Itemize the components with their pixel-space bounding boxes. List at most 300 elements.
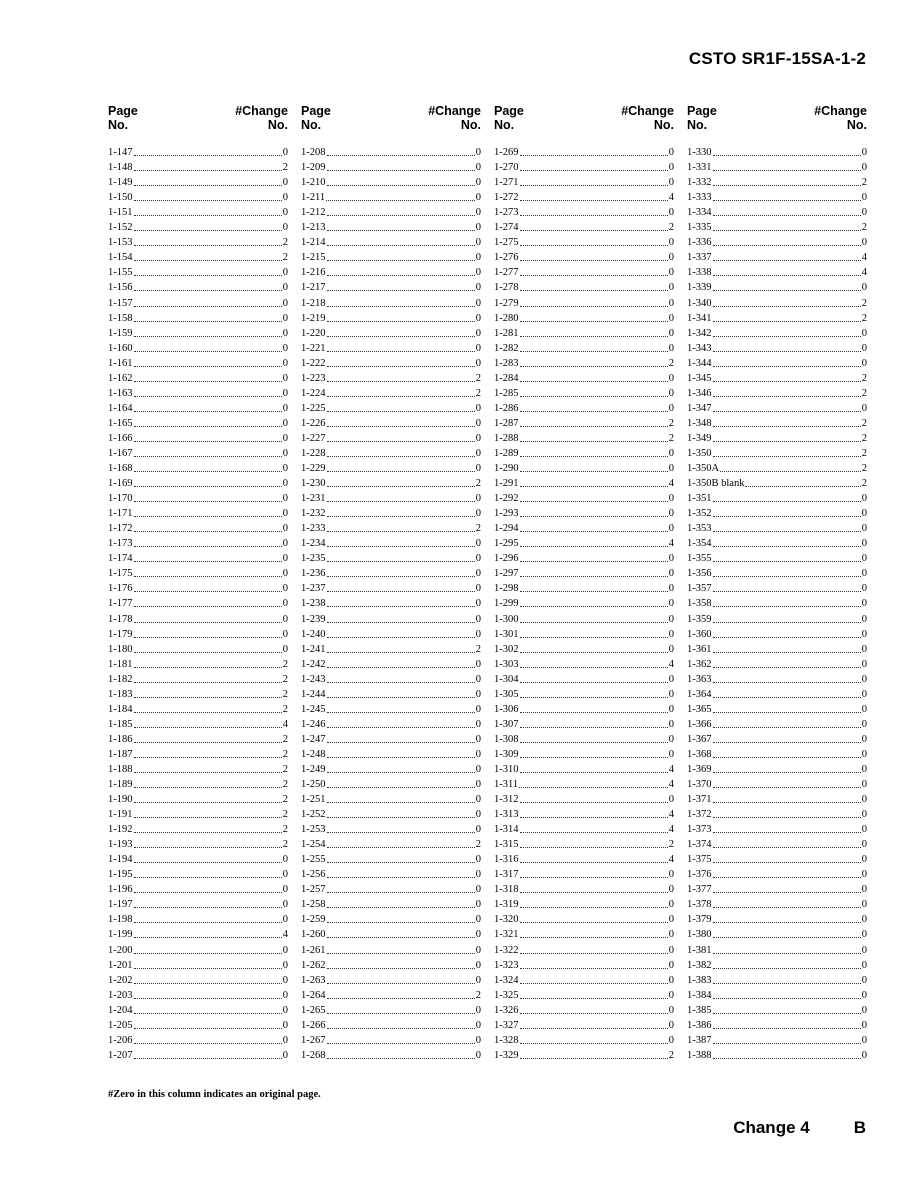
table-row bbox=[301, 761, 481, 776]
change-number: 0 bbox=[282, 357, 288, 369]
table-row bbox=[301, 310, 481, 325]
change-number: 0 bbox=[668, 252, 674, 264]
change-number: 0 bbox=[861, 748, 867, 760]
page-number: 1-252 bbox=[301, 809, 326, 821]
dot-leader bbox=[713, 772, 861, 773]
change-number: 0 bbox=[475, 432, 481, 444]
dot-leader bbox=[327, 306, 475, 307]
change-number: 0 bbox=[475, 733, 481, 745]
change-number: 2 bbox=[861, 312, 867, 324]
table-row bbox=[494, 761, 674, 776]
change-number: 0 bbox=[475, 207, 481, 219]
dot-leader bbox=[134, 802, 282, 803]
table-row bbox=[108, 641, 288, 656]
change-number: 2 bbox=[282, 237, 288, 249]
dot-leader bbox=[134, 321, 282, 322]
dot-leader bbox=[327, 155, 475, 156]
table-row bbox=[494, 1032, 674, 1047]
page-number: 1-332 bbox=[687, 177, 712, 189]
change-number: 0 bbox=[861, 763, 867, 775]
table-row bbox=[494, 234, 674, 249]
change-number: 0 bbox=[668, 162, 674, 174]
dot-leader bbox=[713, 983, 861, 984]
page-number: 1-316 bbox=[494, 854, 519, 866]
page-number: 1-295 bbox=[494, 538, 519, 550]
page-number: 1-152 bbox=[108, 222, 133, 234]
dot-leader bbox=[713, 396, 861, 397]
dot-leader bbox=[327, 983, 475, 984]
change-number: 0 bbox=[282, 372, 288, 384]
change-number: 0 bbox=[668, 463, 674, 475]
dot-leader bbox=[520, 170, 668, 171]
page-no-header bbox=[687, 104, 717, 144]
dot-leader bbox=[134, 456, 282, 457]
dot-leader bbox=[134, 757, 282, 758]
dot-leader bbox=[134, 591, 282, 592]
change-number: 0 bbox=[861, 944, 867, 956]
change-number: 0 bbox=[668, 372, 674, 384]
dot-leader bbox=[134, 652, 282, 653]
change-number: 2 bbox=[282, 252, 288, 264]
table-row bbox=[108, 746, 288, 761]
table-row bbox=[301, 355, 481, 370]
dot-leader bbox=[134, 606, 282, 607]
table-row bbox=[301, 671, 481, 686]
change-number: 0 bbox=[282, 944, 288, 956]
dot-leader bbox=[134, 396, 282, 397]
table-row bbox=[108, 686, 288, 701]
table-row bbox=[108, 941, 288, 956]
page-number: 1-334 bbox=[687, 207, 712, 219]
dot-leader bbox=[134, 215, 282, 216]
table-row bbox=[108, 626, 288, 641]
dot-leader bbox=[520, 817, 668, 818]
dot-leader bbox=[134, 682, 282, 683]
page-number: 1-178 bbox=[108, 613, 133, 625]
change-number: 0 bbox=[861, 598, 867, 610]
dot-leader bbox=[327, 847, 475, 848]
change-number: 0 bbox=[861, 327, 867, 339]
change-number: 4 bbox=[668, 538, 674, 550]
page-number: 1-157 bbox=[108, 297, 133, 309]
dot-leader bbox=[713, 351, 861, 352]
change-number: 2 bbox=[475, 839, 481, 851]
page-number: 1-358 bbox=[687, 598, 712, 610]
dot-leader bbox=[745, 486, 860, 487]
change-number: 2 bbox=[475, 478, 481, 490]
page-number: 1-180 bbox=[108, 643, 133, 655]
page-number: 1-231 bbox=[301, 493, 326, 505]
change-number: 0 bbox=[475, 598, 481, 610]
page-number: 1-353 bbox=[687, 523, 712, 535]
page-number: 1-170 bbox=[108, 493, 133, 505]
page-number: 1-156 bbox=[108, 282, 133, 294]
table-row bbox=[301, 460, 481, 475]
table-row bbox=[301, 1032, 481, 1047]
change-number: 0 bbox=[861, 809, 867, 821]
page-number: 1-183 bbox=[108, 688, 133, 700]
dot-leader bbox=[134, 245, 282, 246]
page-number: 1-335 bbox=[687, 222, 712, 234]
change-number: 0 bbox=[861, 1004, 867, 1016]
page-number: 1-219 bbox=[301, 312, 326, 324]
change-number: 0 bbox=[282, 177, 288, 189]
page-number: 1-350 bbox=[687, 447, 712, 459]
change-number: 4 bbox=[282, 718, 288, 730]
page-number: 1-258 bbox=[301, 899, 326, 911]
table-row bbox=[687, 340, 867, 355]
table-row bbox=[301, 972, 481, 987]
page-number: 1-311 bbox=[494, 779, 519, 791]
table-row bbox=[301, 174, 481, 189]
change-number: 0 bbox=[861, 1049, 867, 1061]
change-number: 2 bbox=[668, 839, 674, 851]
page-number: 1-282 bbox=[494, 342, 519, 354]
table-row bbox=[687, 746, 867, 761]
dot-leader bbox=[327, 501, 475, 502]
change-number: 0 bbox=[475, 944, 481, 956]
change-number: 0 bbox=[282, 613, 288, 625]
page-number: 1-253 bbox=[301, 824, 326, 836]
page-number: 1-186 bbox=[108, 733, 133, 745]
change-number: 0 bbox=[668, 959, 674, 971]
change-number: 0 bbox=[475, 854, 481, 866]
dot-leader bbox=[520, 561, 668, 562]
dot-leader bbox=[327, 351, 475, 352]
table-row bbox=[301, 746, 481, 761]
dot-leader bbox=[134, 546, 282, 547]
table-row bbox=[108, 430, 288, 445]
change-number: 0 bbox=[282, 342, 288, 354]
dot-leader bbox=[327, 576, 475, 577]
page-number: 1-216 bbox=[301, 267, 326, 279]
dot-leader bbox=[520, 907, 668, 908]
change-number: 4 bbox=[668, 809, 674, 821]
page-number: 1-329 bbox=[494, 1049, 519, 1061]
page-number: 1-368 bbox=[687, 748, 712, 760]
dot-leader bbox=[713, 1028, 861, 1029]
table-row bbox=[494, 776, 674, 791]
page-number: 1-159 bbox=[108, 327, 133, 339]
change-number: 0 bbox=[282, 387, 288, 399]
dot-leader bbox=[713, 275, 861, 276]
dot-leader bbox=[713, 832, 861, 833]
change-number: 0 bbox=[668, 342, 674, 354]
page-number: 1-347 bbox=[687, 402, 712, 414]
dot-leader bbox=[327, 290, 475, 291]
table-row bbox=[494, 340, 674, 355]
page-number: 1-359 bbox=[687, 613, 712, 625]
dot-leader bbox=[520, 1058, 668, 1059]
change-number: 0 bbox=[475, 538, 481, 550]
dot-leader bbox=[327, 862, 475, 863]
table-row bbox=[687, 1017, 867, 1032]
table-row bbox=[687, 535, 867, 550]
table-row bbox=[108, 610, 288, 625]
page-number: 1-218 bbox=[301, 297, 326, 309]
dot-leader bbox=[134, 576, 282, 577]
change-number: 0 bbox=[475, 237, 481, 249]
page-number: 1-268 bbox=[301, 1049, 326, 1061]
table-row bbox=[687, 144, 867, 159]
change-number: 0 bbox=[475, 192, 481, 204]
page-number: 1-165 bbox=[108, 417, 133, 429]
dot-leader bbox=[327, 832, 475, 833]
table-row bbox=[301, 776, 481, 791]
page-number: 1-326 bbox=[494, 1004, 519, 1016]
change-number: 0 bbox=[668, 402, 674, 414]
change-number: 0 bbox=[475, 222, 481, 234]
dot-leader bbox=[134, 260, 282, 261]
page-number: 1-291 bbox=[494, 478, 519, 490]
page-number: 1-339 bbox=[687, 282, 712, 294]
page-number: 1-192 bbox=[108, 824, 133, 836]
table-row bbox=[108, 520, 288, 535]
dot-leader bbox=[327, 591, 475, 592]
dot-leader bbox=[713, 606, 861, 607]
dot-leader bbox=[520, 802, 668, 803]
change-number: 0 bbox=[668, 869, 674, 881]
page-number: 1-324 bbox=[494, 974, 519, 986]
dot-leader bbox=[520, 697, 668, 698]
table-row bbox=[301, 1047, 481, 1062]
table-row bbox=[301, 294, 481, 309]
table-row bbox=[108, 279, 288, 294]
table-row bbox=[108, 400, 288, 415]
dot-leader bbox=[134, 907, 282, 908]
change-number: 0 bbox=[475, 974, 481, 986]
table-row bbox=[108, 189, 288, 204]
page-number: 1-294 bbox=[494, 523, 519, 535]
change-number: 4 bbox=[668, 824, 674, 836]
page-letter: B bbox=[853, 1118, 866, 1137]
page-number: 1-328 bbox=[494, 1034, 519, 1046]
page-number: 1-318 bbox=[494, 884, 519, 896]
table-row bbox=[301, 1017, 481, 1032]
page-number: 1-254 bbox=[301, 839, 326, 851]
table-row bbox=[301, 911, 481, 926]
change-number: 0 bbox=[861, 583, 867, 595]
page-number: 1-300 bbox=[494, 613, 519, 625]
dot-leader bbox=[327, 787, 475, 788]
table-row bbox=[687, 641, 867, 656]
page-number: 1-228 bbox=[301, 447, 326, 459]
table-row bbox=[494, 911, 674, 926]
dot-leader bbox=[327, 667, 475, 668]
table-row bbox=[687, 325, 867, 340]
page-number: 1-191 bbox=[108, 809, 133, 821]
page-number: 1-249 bbox=[301, 763, 326, 775]
header-text: Page bbox=[494, 104, 524, 118]
change-number: 0 bbox=[861, 658, 867, 670]
change-number: 2 bbox=[475, 989, 481, 1001]
table-row bbox=[687, 686, 867, 701]
header-text: #Change bbox=[814, 104, 867, 118]
dot-leader bbox=[713, 862, 861, 863]
table-row bbox=[301, 686, 481, 701]
page-number: 1-319 bbox=[494, 899, 519, 911]
table-row bbox=[301, 716, 481, 731]
page-number: 1-195 bbox=[108, 869, 133, 881]
column-header bbox=[108, 104, 288, 144]
table-row bbox=[301, 641, 481, 656]
page-number: 1-374 bbox=[687, 839, 712, 851]
page-number: 1-173 bbox=[108, 538, 133, 550]
table-row bbox=[687, 475, 867, 490]
page-number: 1-323 bbox=[494, 959, 519, 971]
dot-leader bbox=[327, 772, 475, 773]
table-row bbox=[687, 445, 867, 460]
change-number: 0 bbox=[475, 884, 481, 896]
change-number: 2 bbox=[282, 763, 288, 775]
table-row bbox=[687, 264, 867, 279]
page-number: 1-261 bbox=[301, 944, 326, 956]
change-number: 0 bbox=[668, 553, 674, 565]
page-number: 1-247 bbox=[301, 733, 326, 745]
table-row bbox=[301, 626, 481, 641]
change-number: 0 bbox=[861, 342, 867, 354]
page-number: 1-345 bbox=[687, 372, 712, 384]
dot-leader bbox=[713, 561, 861, 562]
dot-leader bbox=[713, 847, 861, 848]
table-row bbox=[494, 415, 674, 430]
dot-leader bbox=[713, 426, 861, 427]
change-number: 0 bbox=[861, 402, 867, 414]
table-row bbox=[301, 415, 481, 430]
change-number: 2 bbox=[282, 779, 288, 791]
change-number: 2 bbox=[861, 177, 867, 189]
dot-leader bbox=[134, 486, 282, 487]
table-row bbox=[108, 565, 288, 580]
table-row bbox=[301, 445, 481, 460]
page-number: 1-388 bbox=[687, 1049, 712, 1061]
table-row bbox=[687, 926, 867, 941]
page-number: 1-308 bbox=[494, 733, 519, 745]
page-number: 1-164 bbox=[108, 402, 133, 414]
page-number: 1-287 bbox=[494, 417, 519, 429]
table-row bbox=[301, 234, 481, 249]
change-number: 0 bbox=[861, 989, 867, 1001]
dot-leader bbox=[713, 185, 861, 186]
table-row bbox=[301, 189, 481, 204]
change-number: 0 bbox=[475, 869, 481, 881]
page-number: 1-285 bbox=[494, 387, 519, 399]
dot-leader bbox=[134, 998, 282, 999]
table-row bbox=[687, 370, 867, 385]
change-number: 0 bbox=[668, 147, 674, 159]
dot-leader bbox=[134, 426, 282, 427]
table-row bbox=[687, 791, 867, 806]
header-text: #Change bbox=[235, 104, 288, 118]
page-number: 1-286 bbox=[494, 402, 519, 414]
dot-leader bbox=[134, 561, 282, 562]
change-number: 4 bbox=[861, 267, 867, 279]
page-number: 1-223 bbox=[301, 372, 326, 384]
table-row bbox=[108, 370, 288, 385]
dot-leader bbox=[134, 787, 282, 788]
page-number: 1-327 bbox=[494, 1019, 519, 1031]
dot-leader bbox=[520, 336, 668, 337]
change-number: 0 bbox=[282, 553, 288, 565]
dot-leader bbox=[713, 922, 861, 923]
table-row bbox=[687, 234, 867, 249]
header-text: Page bbox=[301, 104, 331, 118]
table-row bbox=[494, 851, 674, 866]
change-number: 0 bbox=[282, 282, 288, 294]
table-row bbox=[687, 776, 867, 791]
table-row bbox=[108, 761, 288, 776]
change-number: 0 bbox=[475, 748, 481, 760]
dot-leader bbox=[327, 561, 475, 562]
table-row bbox=[494, 310, 674, 325]
change-number: 0 bbox=[861, 568, 867, 580]
table-row bbox=[687, 1032, 867, 1047]
table-row bbox=[687, 626, 867, 641]
page-number: 1-184 bbox=[108, 703, 133, 715]
page-number: 1-250 bbox=[301, 779, 326, 791]
page-number: 1-204 bbox=[108, 1004, 133, 1016]
dot-leader bbox=[134, 877, 282, 878]
dot-leader bbox=[520, 652, 668, 653]
change-number: 0 bbox=[861, 357, 867, 369]
change-number: 0 bbox=[861, 162, 867, 174]
page-number: 1-346 bbox=[687, 387, 712, 399]
change-number: 0 bbox=[475, 508, 481, 520]
dot-leader bbox=[520, 892, 668, 893]
page-number: 1-246 bbox=[301, 718, 326, 730]
dot-leader bbox=[134, 1043, 282, 1044]
page-number: 1-151 bbox=[108, 207, 133, 219]
table-row bbox=[301, 806, 481, 821]
dot-leader bbox=[713, 591, 861, 592]
table-row bbox=[108, 671, 288, 686]
table-row bbox=[494, 580, 674, 595]
column-header bbox=[494, 104, 674, 144]
change-number: 0 bbox=[861, 538, 867, 550]
change-number: 0 bbox=[282, 478, 288, 490]
change-number: 4 bbox=[861, 252, 867, 264]
change-number: 0 bbox=[282, 598, 288, 610]
change-number: 0 bbox=[282, 914, 288, 926]
page-number: 1-364 bbox=[687, 688, 712, 700]
column-header bbox=[301, 104, 481, 144]
dot-leader bbox=[520, 637, 668, 638]
page-number: 1-369 bbox=[687, 763, 712, 775]
page-number: 1-296 bbox=[494, 553, 519, 565]
dot-leader bbox=[520, 366, 668, 367]
change-number: 2 bbox=[282, 794, 288, 806]
table-row bbox=[108, 821, 288, 836]
page-number: 1-241 bbox=[301, 643, 326, 655]
change-number: 0 bbox=[282, 989, 288, 1001]
change-number: 0 bbox=[282, 493, 288, 505]
page-number: 1-221 bbox=[301, 342, 326, 354]
table-row bbox=[494, 656, 674, 671]
table-row bbox=[108, 550, 288, 565]
page-number: 1-235 bbox=[301, 553, 326, 565]
dot-leader bbox=[134, 185, 282, 186]
change-number: 2 bbox=[668, 1049, 674, 1061]
page-number: 1-214 bbox=[301, 237, 326, 249]
change-number: 0 bbox=[668, 1019, 674, 1031]
change-number: 0 bbox=[475, 688, 481, 700]
change-number: 0 bbox=[282, 899, 288, 911]
change-label: Change 4 bbox=[733, 1118, 810, 1137]
page-number: 1-385 bbox=[687, 1004, 712, 1016]
table-row bbox=[301, 219, 481, 234]
table-row bbox=[301, 866, 481, 881]
change-number: 0 bbox=[475, 327, 481, 339]
